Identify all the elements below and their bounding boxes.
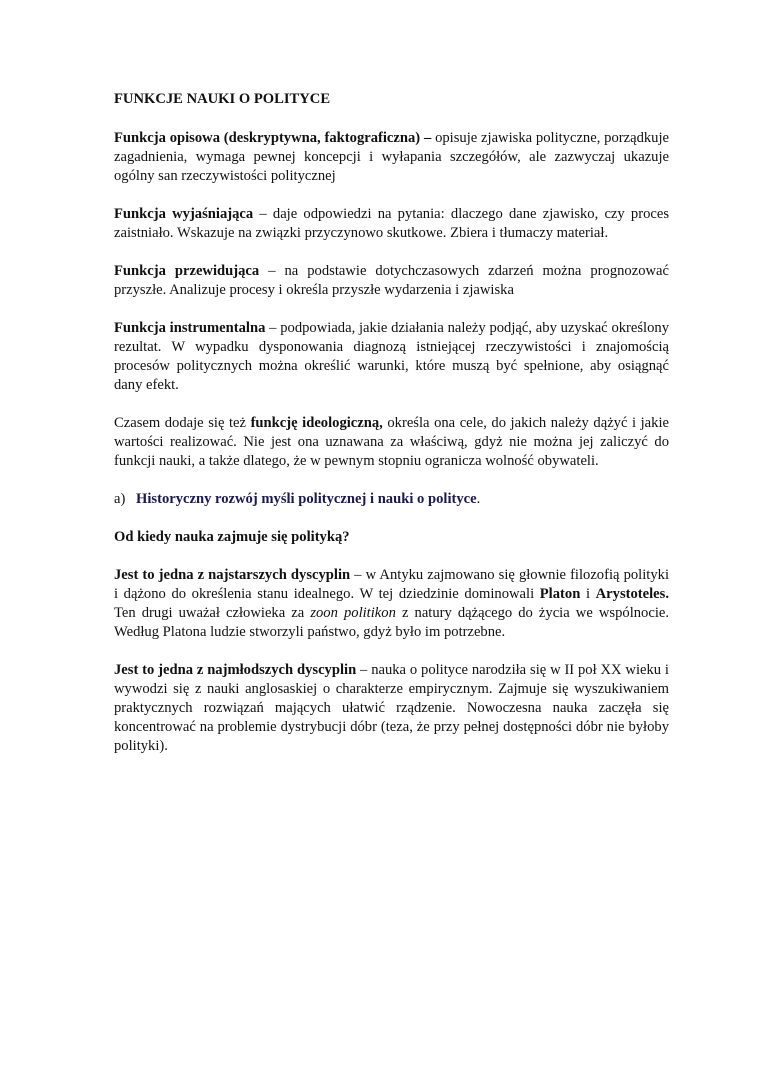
paragraph-predictive-function [114,262,669,300]
paragraph-text: – nauka o polityce narodziła się w II poł XX wieku i wywodzi się z nauki anglosaskiej o charakterze empirycznym. Zajmuje się wyszukiwaniem praktycznych rozwiązań mających ułatwić rządzenie. Nowoczesna nauka zaczęła się koncentrować na problemie dystrybucji dóbr (teza, że przy pełnej dostępności dóbr nie byłoby polityki). [114,662,669,754]
paragraph-oldest-discipline [114,566,669,642]
document-title: FUNKCJE NAUKI O POLITYCE [114,91,331,107]
term-zoon-politikon: zoon politikon [310,605,396,621]
paragraph-explanatory-function [114,205,669,243]
paragraph-text: – na podstawie dotychczasowych zdarzeń można prognozować przyszłe. Analizuje procesy i określa przyszłe wydarzenia i zjawiska [114,263,669,298]
term-oldest-discipline: Jest to jedna z najstarszych dyscyplin [114,567,351,583]
paragraph-youngest-discipline [114,661,669,756]
paragraph-text: i [580,586,596,602]
paragraph-ideological-function [114,414,669,471]
paragraph-text: opisuje zjawiska polityczne, porządkuje zagadnienia, wymaga pewnej koncepcji i wyłapania szczegółów, ale zazwyczaj ukazuje ogólny san rzeczywistości politycznej [114,130,669,184]
paragraph-text: Ten drugi uważał człowieka za [114,605,311,621]
paragraph-instrumental-function [114,319,669,395]
name-platon: Platon [539,586,581,602]
paragraph-descriptive-function [114,129,669,186]
list-item-history [114,490,669,509]
question-text: Od kiedy nauka zajmuje się polityką? [114,529,350,545]
document-page [114,90,669,775]
term-youngest-discipline: Jest to jedna z najmłodszych dyscyplin [114,662,357,678]
term-descriptive-function: Funkcja opisowa (deskryptywna, faktograficzna) – [114,130,432,146]
term-ideological-function: funkcję ideologiczną, [250,415,383,431]
section-heading-history: Historyczny rozwój myśli politycznej i nauki o polityce [136,491,477,507]
paragraph-text: – w Antyku zajmowano się głownie filozofią polityki i dążono do określenia stanu idealnego. W tej dziedzinie dominowali [114,567,669,602]
heading-suffix: . [476,491,481,507]
paragraph-text: – podpowiada, jakie działania należy podjąć, aby uzyskać określony rezultat. W wypadku dysponowania diagnozą istniejącej rzeczywistości i znajomością procesów politycznych można określić warunki, które muszą być spełnione, aby osiągnąć dany efekt. [114,320,669,393]
term-predictive-function: Funkcja przewidująca [114,263,260,279]
paragraph-text: Czasem dodaje się też [114,415,251,431]
term-explanatory-function: Funkcja wyjaśniająca [114,206,254,222]
term-instrumental-function: Funkcja instrumentalna [114,320,266,336]
paragraph-text: z natury dążącego do życia we wspólnocie. Według Platona ludzie stworzyli państwo, gdyż było im potrzebne. [114,605,670,640]
paragraph-text: określa ona cele, do jakich należy dążyć i jakie wartości realizować. Nie jest ona uznawana za właściwą, gdyż nie można jej zaliczyć do funkcji nauki, a także dlatego, że w pewnym stopniu ogranicza wolność obywateli. [114,415,669,469]
question-heading [114,528,669,547]
name-arystoteles: Arystoteles. [595,586,669,602]
list-marker: a) [114,491,126,507]
paragraph-text: – daje odpowiedzi na pytania: dlaczego dane zjawisko, czy proces zaistniało. Wskazuje na związki przyczynowo skutkowe. Zbiera i tłumaczy materiał. [114,206,669,241]
